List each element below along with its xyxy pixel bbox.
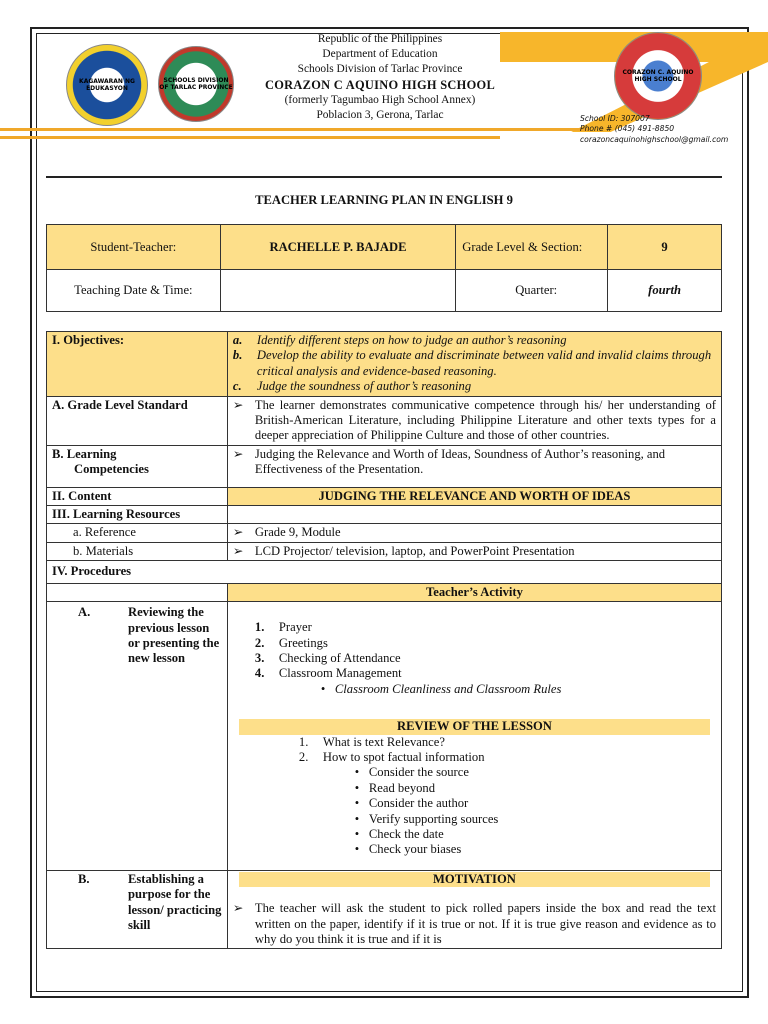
teacher-activity-header: Teacher’s Activity bbox=[227, 583, 721, 601]
objective-item: b. Develop the ability to evaluate and discriminate between valid and invalid claims through critical analysis and evidence-based reasoning. bbox=[232, 348, 712, 378]
letterhead bbox=[230, 32, 530, 123]
fact-check-item: • Consider the source bbox=[345, 765, 716, 780]
resources-blank bbox=[227, 506, 721, 524]
fact-check-item: • Verify supporting sources bbox=[345, 812, 716, 827]
deped-seal-logo: KAGAWARAN NG EDUKASYON bbox=[66, 44, 148, 126]
info-table bbox=[46, 224, 722, 312]
student-teacher-value: RACHELLE P. BAJADE bbox=[220, 225, 456, 270]
fact-check-list bbox=[233, 765, 716, 857]
review-lesson-title: REVIEW OF THE LESSON bbox=[239, 719, 710, 734]
motivation-title: MOTIVATION bbox=[239, 872, 710, 887]
fact-check-item: • Check your biases bbox=[345, 842, 716, 857]
bullet-icon: • bbox=[354, 765, 360, 780]
resources-label: III. Learning Resources bbox=[47, 506, 228, 524]
step-a-activity bbox=[227, 602, 721, 871]
school-email: corazoncaquinohighschool@gmail.com bbox=[580, 134, 729, 144]
header-accent-line-lower bbox=[0, 136, 500, 139]
arrow-bullet-icon: ➢ bbox=[232, 446, 244, 461]
routine-sub-item: • Classroom Cleanliness and Classroom Rules bbox=[233, 682, 716, 697]
bullet-icon: • bbox=[354, 780, 360, 795]
routine-item: 4. Classroom Management bbox=[254, 666, 402, 681]
arrow-bullet-icon: ➢ bbox=[232, 543, 244, 558]
fact-check-item: • Check the date bbox=[345, 827, 716, 842]
reference-value: ➢ Grade 9, Module bbox=[227, 524, 721, 542]
school-name: CORAZON C AQUINO HIGH SCHOOL bbox=[264, 77, 496, 92]
objectives-label: I. Objectives: bbox=[47, 332, 228, 397]
materials-label: b. Materials bbox=[47, 542, 228, 560]
reference-label: a. Reference bbox=[47, 524, 228, 542]
school-former-name: (formerly Tagumbao High School Annex) bbox=[284, 93, 476, 106]
bullet-icon: • bbox=[354, 842, 360, 857]
arrow-bullet-icon: ➢ bbox=[232, 397, 244, 412]
teaching-date-label: Teaching Date & Time: bbox=[47, 270, 221, 312]
content-label: II. Content bbox=[47, 487, 228, 505]
step-b-label: B. Establishing a purpose for the lesson/ practicing skill bbox=[47, 870, 228, 949]
procedures-blank bbox=[47, 583, 228, 601]
document-title: TEACHER LEARNING PLAN IN ENGLISH 9 bbox=[255, 193, 513, 207]
grade-level-value: 9 bbox=[608, 225, 722, 270]
arrow-bullet-icon: ➢ bbox=[232, 525, 244, 540]
header-accent-line bbox=[0, 128, 590, 131]
routine-item: 1. Prayer bbox=[254, 620, 312, 635]
competencies-text: ➢ Judging the Relevance and Worth of Ideas, Soundness of Author’s reasoning, and Effectiveness of the Presentation. bbox=[227, 445, 721, 487]
objectives-list bbox=[227, 332, 721, 397]
fact-check-item: • Read beyond bbox=[345, 781, 716, 796]
bullet-icon: • bbox=[354, 826, 360, 841]
procedures-label: IV. Procedures bbox=[47, 561, 722, 583]
grade-standard-text: ➢ The learner demonstrates communicative competence through his/ her understanding of British-American Literature, including Philippine Literature and other texts types for a deeper appreciation of Philippine Culture and those of other countries. bbox=[227, 396, 721, 445]
school-id: School ID: 307007 bbox=[580, 114, 650, 123]
bullet-icon: • bbox=[354, 796, 360, 811]
division-seal-logo: SCHOOLS DIVISION OF TARLAC PROVINCE bbox=[158, 46, 234, 122]
school-seal-logo: CORAZON C. AQUINO HIGH SCHOOL bbox=[614, 32, 702, 120]
content-title: JUDGING THE RELEVANCE AND WORTH OF IDEAS bbox=[227, 487, 721, 505]
letterhead-line: Schools Division of Tarlac Province bbox=[297, 63, 463, 76]
bullet-icon: • bbox=[320, 681, 326, 696]
objective-item: a. Identify different steps on how to judge an author’s reasoning bbox=[232, 333, 567, 347]
quarter-label: Quarter: bbox=[456, 270, 608, 312]
letterhead-line: Department of Education bbox=[322, 48, 438, 61]
step-b-activity: MOTIVATION ➢ The teacher will ask the student to pick rolled papers inside the box and read the text written on the paper, identify if it is true or not. If it is true give reason and evidence as to why do you think it is true and if it is bbox=[227, 870, 721, 949]
school-address: Poblacion 3, Gerona, Tarlac bbox=[316, 109, 444, 122]
school-contact bbox=[580, 114, 728, 145]
routine-item: 2. Greetings bbox=[254, 635, 328, 650]
student-teacher-label: Student-Teacher: bbox=[47, 225, 221, 270]
fact-check-item: • Consider the author bbox=[345, 796, 716, 811]
review-item: 2. How to spot factual information bbox=[298, 749, 485, 764]
objective-item: c. Judge the soundness of author’s reasoning bbox=[232, 379, 472, 394]
routine-item: 3. Checking of Attendance bbox=[254, 650, 401, 665]
teaching-date-value bbox=[220, 270, 456, 312]
review-item: 1. What is text Relevance? bbox=[298, 734, 445, 749]
quarter-value: fourth bbox=[608, 270, 722, 312]
materials-value: ➢ LCD Projector/ television, laptop, and PowerPoint Presentation bbox=[227, 542, 721, 560]
bullet-icon: • bbox=[354, 811, 360, 826]
lesson-plan-table bbox=[46, 331, 722, 949]
arrow-bullet-icon: ➢ bbox=[232, 901, 244, 916]
letterhead-line: Republic of the Philippines bbox=[317, 33, 443, 45]
grade-standard-label: A. Grade Level Standard bbox=[47, 396, 228, 445]
header-divider bbox=[46, 176, 722, 178]
school-phone: Phone # (045) 491-8850 bbox=[580, 124, 675, 134]
grade-level-label: Grade Level & Section: bbox=[456, 225, 608, 270]
competencies-label: B. Learning Competencies bbox=[47, 445, 228, 487]
step-a-label: A. Reviewing the previous lesson or presenting the new lesson bbox=[47, 602, 228, 871]
